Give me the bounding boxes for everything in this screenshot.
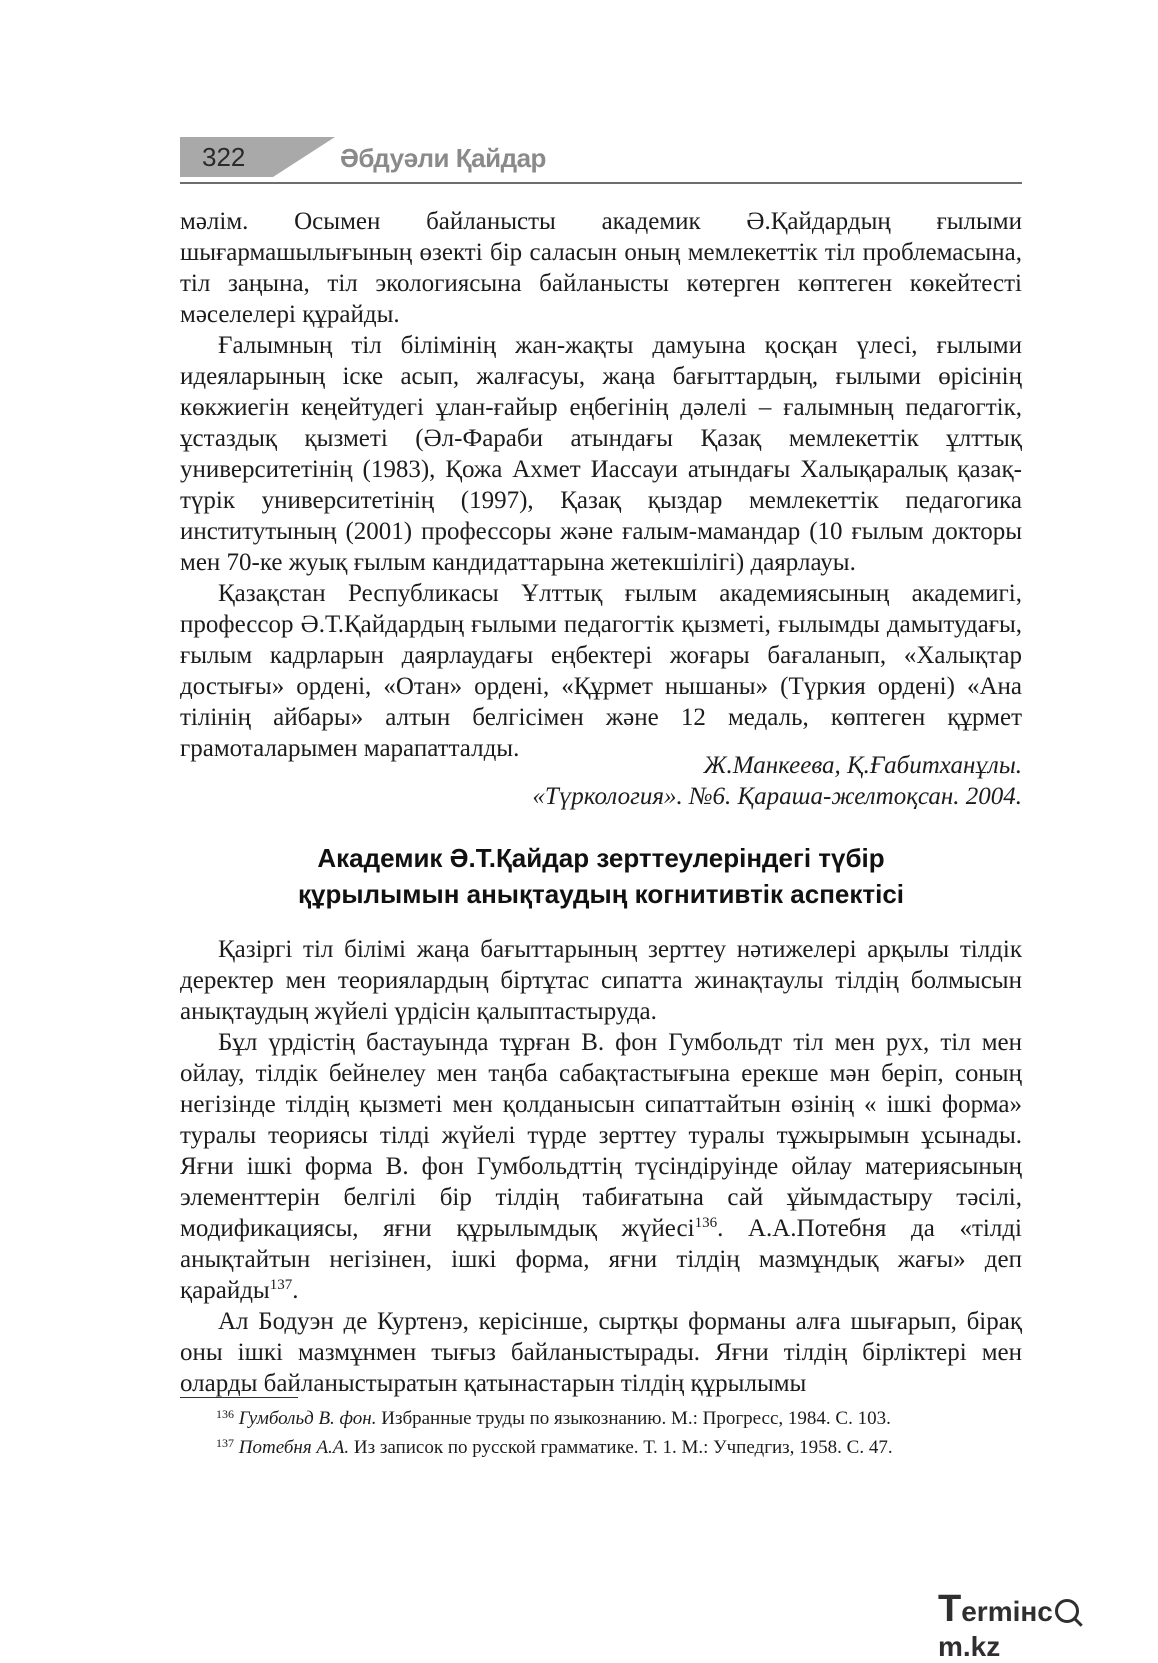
page-tab-wedge: [273, 137, 335, 177]
footnote-number: 137: [216, 1436, 234, 1450]
paragraph-text: .: [292, 1277, 299, 1304]
section-text: [180, 206, 1022, 764]
footnote-rule: [180, 1397, 298, 1398]
page-number: 322: [180, 137, 273, 177]
watermark-logo: [938, 1588, 1138, 1662]
footnote: [216, 1431, 1016, 1460]
paragraph: мәлім. Осымен байланысты академик Ә.Қайдардың ғылыми шығармашылығының өзекті бір саласын оның мемлекеттік тіл проблемасына, тіл заңына, тіл экологиясына байланысты көтерген көптеген көкейтесті мәселелері құрайды.: [180, 208, 1022, 328]
article-title-line: құрылымын анықтаудың когнитивтік аспектісі: [297, 879, 905, 909]
footnotes: [216, 1402, 1016, 1460]
footnote-author: Потебня А.А.: [238, 1437, 350, 1458]
watermark-text: m.kz: [938, 1631, 1001, 1662]
footnote-author: Гумбольд В. фон.: [238, 1408, 377, 1429]
watermark-text: ermінc: [961, 1596, 1053, 1627]
footnote: [216, 1402, 1016, 1431]
running-title: Әбдуәли Қайдар: [340, 143, 546, 173]
paragraph-text: . А.А.Потебня да «тілді анықтайтын негізінен, ішкі форма, яғни тілдің мазмұндық жағы» деп қарайды: [180, 1215, 1022, 1304]
paragraph: [180, 1027, 1022, 1306]
attribution: [180, 750, 1022, 812]
footnote-ref[interactable]: 137: [269, 1277, 293, 1293]
attribution-source: «Түркология». №6. Қараша-желтоқсан. 2004.: [532, 783, 1022, 810]
footnote-text: Избранные труды по языкознанию. М.: Прогресс, 1984. С. 103.: [376, 1408, 891, 1429]
footnote-ref[interactable]: 136: [694, 1215, 718, 1231]
footnote-text: Из записок по русской грамматике. Т. 1. М.: Учпедгиз, 1958. С. 47.: [349, 1437, 893, 1458]
paragraph-text: Бұл үрдістің бастауында тұрған В. фон Гумбольдт тіл мен рух, тіл мен ойлау, тілдік бейнелеу мен таңба сабақтастығына ерекше мән беріп, соның негізінде тілдің қызметі мен қолданысын сипаттайтын өзінің « ішкі форма» туралы теориясы тілді жүйелі түрде зерттеу туралы тұжырымын ұсынады. Яғни ішкі форма В. фон Гумбольдттің түсіндіруінде ойлау материясының элементтерін белгілі бір тілдің табиғатына сай ұйымдастыру тәсілі, модификациясы, яғни құрылымдық жүйесі: [180, 1029, 1022, 1242]
page-header: [180, 137, 1022, 187]
paragraph: Қазіргі тіл білімі жаңа бағыттарының зерттеу нәтижелері арқылы тілдік деректер мен теориялардың біртұтас сипатта жинақтаулы тілдің болмысын анықтаудың жүйелі үрдісін қалыптастыруда.: [180, 936, 1022, 1025]
header-rule: [180, 182, 1022, 184]
article-text: [180, 934, 1022, 1399]
footnote-number: 136: [216, 1407, 234, 1421]
article-title-line: Академик Ә.Т.Қайдар зерттеулеріндегі түбір: [317, 843, 885, 873]
article-title: [180, 840, 1022, 912]
paragraph: Қазақстан Республикасы Ұлттық ғылым академиясының академигі, профессор Ә.Т.Қайдардың ғылыми педагогтік қызметі, ғылымды дамытудағы, ғылым кадрларын даярлаудағы еңбектері жоғары бағаланып, «Халықтар достығы» ордені, «Отан» ордені, «Құрмет нышаны» (Түркия ордені) «Ана тілінің айбары» алтын белгісімен және 12 медаль, көптеген құрмет грамоталарымен марапатталды.: [180, 580, 1022, 762]
magnifier-icon: [1055, 1599, 1079, 1623]
attribution-authors: Ж.Манкеева, Қ.Ғабитханұлы.: [703, 752, 1022, 779]
paragraph: Ғалымның тіл білімінің жан-жақты дамуына қосқан үлесі, ғылыми идеяларының іске асып, жалғасуы, жаңа бағыттардың, ғылыми өрісінің көкжиегін кеңейтудегі ұлан-ғайыр еңбегінің дәлелі – ғалымның педагогтік, ұстаздық қызметі (Әл-Фараби атындағы Қазақ мемлекеттік ұлттық университетінің (1983), Қожа Ахмет Иассауи атындағы Халықаралық қазақ-түрік университетінің (1997), Қазақ қыздар мемлекеттік педагогика институтының (2001) профессоры және ғалым-мамандар (10 ғылым докторы мен 70-ке жуық ғылым кандидаттарына жетекшілігі) даярлауы.: [180, 332, 1022, 576]
paragraph: Ал Бодуэн де Куртенэ, керісінше, сыртқы форманы алға шығарып, бірақ оны ішкі мазмұнмен тығыз байланыстырады. Яғни тілдің бірліктері мен оларды байланыстыратын қатынастарын тілдің құрылымы: [180, 1308, 1022, 1397]
watermark-text: T: [938, 1588, 962, 1630]
